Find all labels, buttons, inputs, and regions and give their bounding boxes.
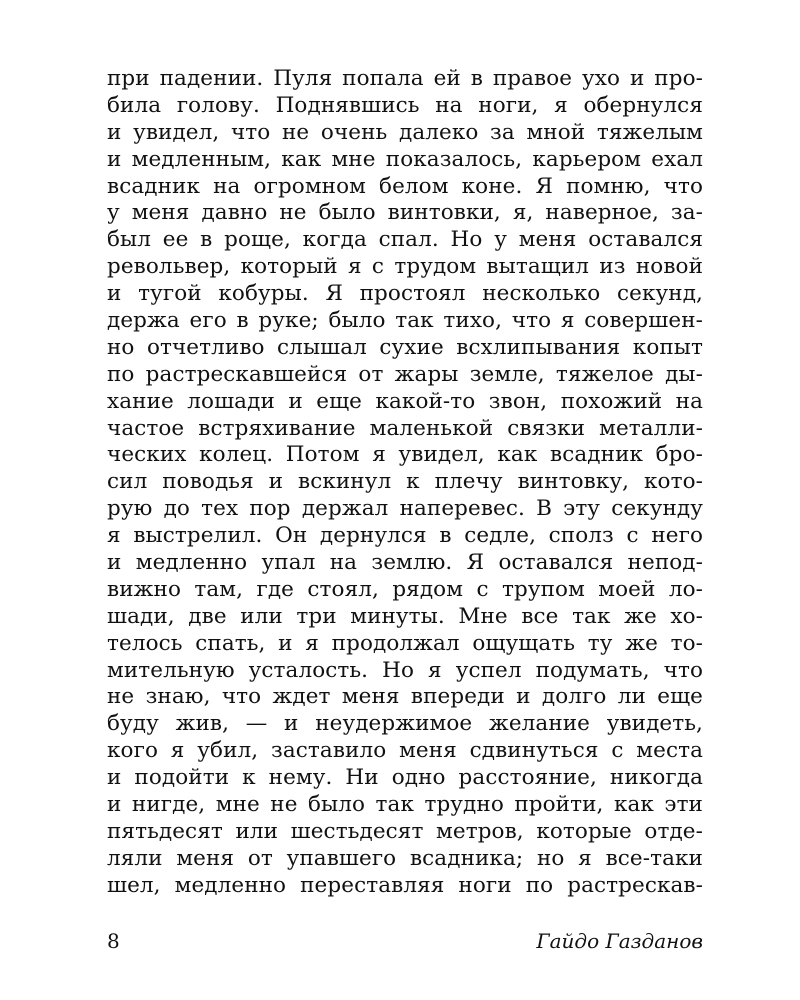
text-line: и нигде, мне не было так трудно пройти, как эти <box>107 792 703 818</box>
text-line: не знаю, что ждет меня впереди и долго ли еще <box>107 684 703 710</box>
text-line: по растрескавшейся от жары земле, тяжелое ды- <box>107 361 703 387</box>
text-line: шел, медленно переставляя ноги по растрескав- <box>107 872 703 898</box>
text-line: и тугой кобуры. Я простоял несколько секунд, <box>107 281 703 307</box>
text-line: пятьдесят или шестьдесят метров, которые отде- <box>107 818 703 844</box>
text-line: и медленно упал на землю. Я оставался непод- <box>107 550 703 576</box>
text-line: частое встряхивание маленькой связки металли- <box>107 415 703 441</box>
text-line: хание лошади и еще какой-то звон, похожий на <box>107 388 703 414</box>
text-line: телось спать, и я продолжал ощущать ту же то- <box>107 630 703 656</box>
text-line: держа его в руке; было так тихо, что я совершен- <box>107 308 703 334</box>
text-line: ческих колец. Потом я увидел, как всадник бро- <box>107 442 703 468</box>
text-line: мительную усталость. Но я успел подумать, что <box>107 657 703 683</box>
text-line: и медленным, как мне показалось, карьером ехал <box>107 146 703 172</box>
text-line: ляли меня от упавшего всадника; но я все-таки <box>107 845 703 871</box>
text-line: рую до тех пор держал наперевес. В эту секунду <box>107 496 703 522</box>
text-line: и увидел, что не очень далеко за мной тяжелым <box>107 119 703 145</box>
text-line: буду жив, — и неудержимое желание увидеть, <box>107 711 703 737</box>
text-line: била голову. Поднявшись на ноги, я обернулся <box>107 92 703 118</box>
text-line: при падении. Пуля попала ей в правое ухо и про- <box>107 66 703 91</box>
text-line: и подойти к нему. Ни одно расстояние, никогда <box>107 765 703 791</box>
text-line: был ее в роще, когда спал. Но у меня оставался <box>107 227 703 253</box>
page-footer <box>107 926 703 956</box>
text-line: кого я убил, заставило меня сдвинуться с места <box>107 738 703 764</box>
page-number: 8 <box>107 929 120 953</box>
running-head-author: Гайдо Газданов <box>536 929 703 953</box>
text-line: всадник на огромном белом коне. Я помню, что <box>107 173 703 199</box>
text-line: у меня давно не было винтовки, я, наверное, за- <box>107 200 703 226</box>
text-line: револьвер, который я с трудом вытащил из новой <box>107 254 703 280</box>
text-line: шади, две или три минуты. Мне все так же хо- <box>107 603 703 629</box>
body-text <box>107 66 703 900</box>
text-line: но отчетливо слышал сухие всхлипывания копыт <box>107 334 703 360</box>
text-line: вижно там, где стоял, рядом с трупом моей ло- <box>107 576 703 602</box>
text-line: я выстрелил. Он дернулся в седле, сполз с него <box>107 523 703 549</box>
text-line: сил поводья и вскинул к плечу винтовку, кото- <box>107 469 703 495</box>
